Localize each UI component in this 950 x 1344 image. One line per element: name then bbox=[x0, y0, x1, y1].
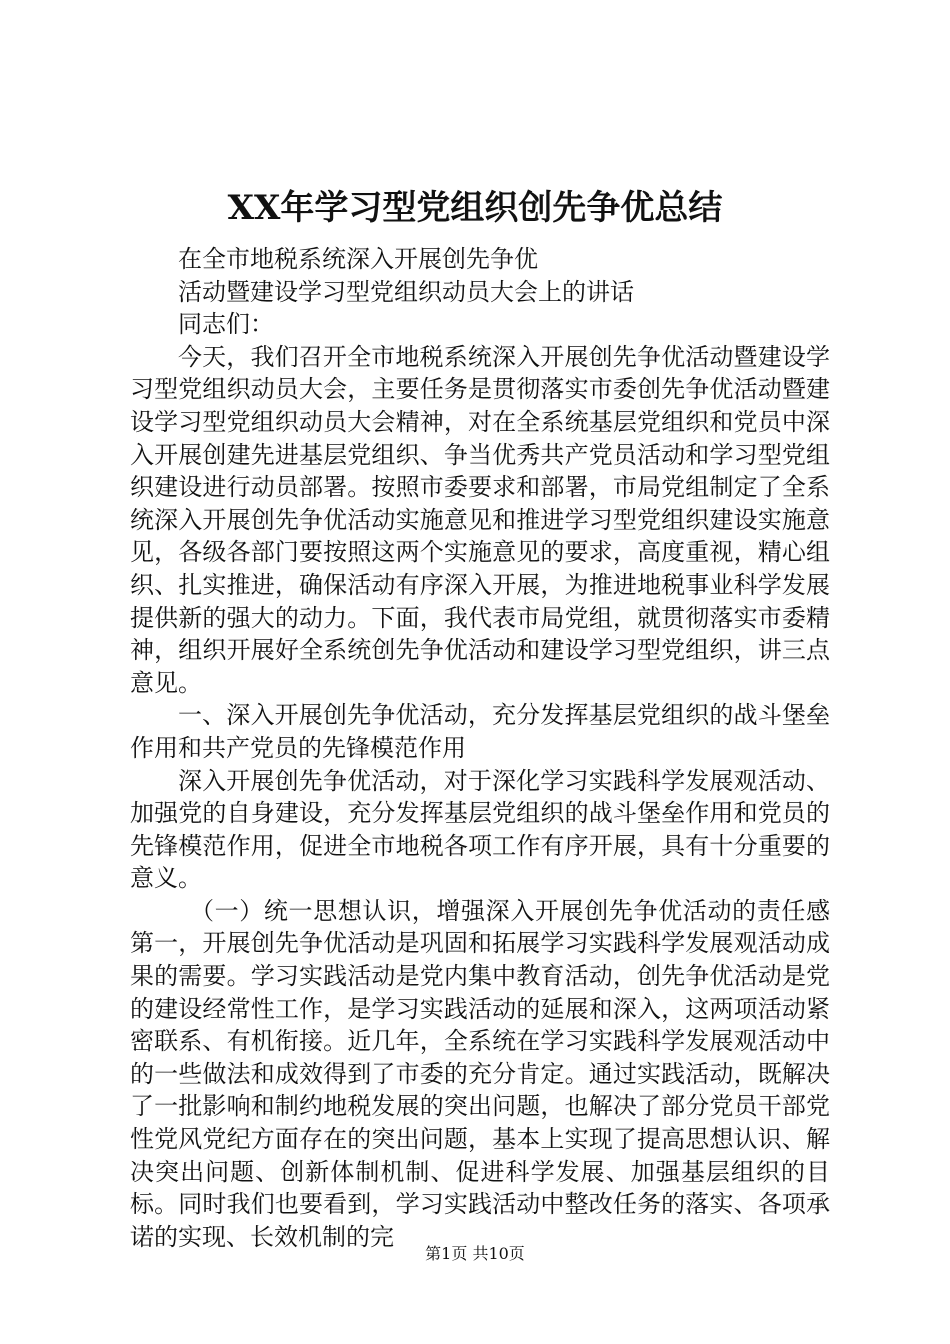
paragraph-section-heading-1: 一、深入开展创先争优活动，充分发挥基层党组织的战斗堡垒作用和共产党员的先锋模范作用 bbox=[130, 701, 830, 762]
page-number-footer: 第1页 共10页 bbox=[425, 1244, 525, 1263]
paragraph-intro: 今天，我们召开全市地税系统深入开展创先争优活动暨建设学习型党组织动员大会，主要任务是贯彻落实市委创先争优活动暨建设学习型党组织动员大会精神，对在全系统基层党组织和党员中深入开展创建先进基层党组织、争当优秀共产党员活动和学习型党组织建设进行动员部署。按照市委要求和部署，市局党组制定了全系统深入开展创先争优活动实施意见和推进学习型党组织建设实施意见，各级各部门要按照这两个实施意见的要求，高度重视，精心组织、扎实推进，确保活动有序深入开展，为推进地税事业科学发展提供新的强大的动力。下面，我代表市局党组，就贯彻落实市委精神，组织开展好全系统创先争优活动和建设学习型党组织，讲三点意见。 bbox=[130, 342, 830, 697]
paragraph-subtitle-line-1: 在全市地税系统深入开展创先争优 bbox=[178, 245, 538, 273]
paragraph-salutation: 同志们： bbox=[178, 310, 274, 339]
document-title: XX年学习型党组织创先争优总结 bbox=[227, 188, 723, 228]
document-body bbox=[130, 243, 830, 1253]
paragraph-subtitle-line-2: 活动暨建设学习型党组织动员大会上的讲话 bbox=[178, 277, 634, 306]
paragraph-section-1-body: 深入开展创先争优活动，对于深化学习实践科学发展观活动、加强党的自身建设，充分发挥基层党组织的战斗堡垒作用和党员的先锋模范作用，促进全市地税各项工作有序开展，具有十分重要的意义。 bbox=[130, 766, 830, 893]
paragraph-subsection-1: （一）统一思想认识，增强深入开展创先争优活动的责任感第一，开展创先争优活动是巩固和拓展学习实践科学发展观活动成果的需要。学习实践活动是党内集中教育活动，创先争优活动是党的建设经常性工作，是学习实践活动的延展和深入，这两项活动紧密联系、有机衔接。近几年，全系统在学习实践科学发展观活动中的一些做法和成效得到了市委的充分肯定。通过实践活动，既解决了一批影响和制约地税发展的突出问题，也解决了部分党员干部党性党风党纪方面存在的突出问题，基本上实现了提高思想认识、解决突出问题、创新体制机制、促进科学发展、加强基层组织的目标。同时我们也要看到，学习实践活动中整改任务的落实、各项承诺的实现、长效机制的完 bbox=[130, 896, 830, 1251]
